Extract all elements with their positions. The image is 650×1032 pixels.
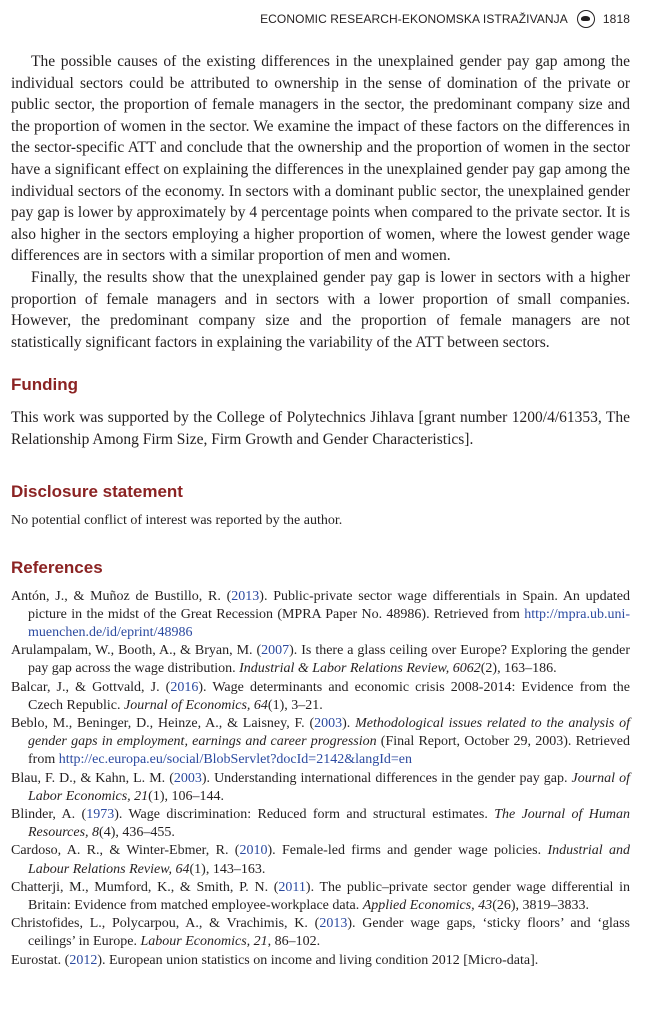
body-paragraph: The possible causes of the existing differences in the unexplained gender pay gap among the individual sectors could be attributed to ownership in the sense of domination of the private or public sector, the proportion of female managers in the sector, the predominant company size and the proportion of women in the sector. We examine the impact of these factors on the differences in the sector-specific ATT and conclude that the ownership and the proportion of women in the sector have a significant effect on explaining the differences in the unexplained gender pay gap among the individual sectors of the economy. In sectors with a dominant public sector, the unexplained gender pay gap is lower by approximately by 4 percentage points when compared to the private sector. It is also higher in the sectors employing a higher proportion of women, where the lowest gender wage differences are in sectors with a similar proportion of men and women. <box>11 53 630 265</box>
reference-item: Eurostat. (2012). European union statistics on income and living condition 2012 [Micro-data]. <box>11 952 539 968</box>
reference-item: Blinder, A. (1973). Wage discrimination: Reduced form and structural estimates. The Journal of Human Resources, 8(4), 436–455. <box>11 806 630 841</box>
reference-item: Beblo, M., Beninger, D., Heinze, A., & Laisney, F. (2003). Methodological issues related to the analysis of gender gaps in employment, earnings and career progression (Final Report, October 29, 2003). Retrieved from http://ec.europa.eu/social/BlobServlet?docId=2142&langId=en <box>11 715 631 768</box>
reference-item: Christofides, L., Polycarpou, A., & Vrachimis, K. (2013). Gender wage gaps, ‘sticky floors’ and ‘glass ceilings’ in Europe. Labour Economics, 21, 86–102. <box>11 916 630 950</box>
journal-logo-icon <box>577 10 595 28</box>
funding-text: This work was supported by the College of Polytechnics Jihlava [grant number 1200/4/61353, The Relationship Among Firm Size, Firm Growth and Gender Characteristics]. <box>11 409 630 448</box>
page-content <box>11 51 630 970</box>
disclosure-text: No potential conflict of interest was reported by the author. <box>11 512 343 528</box>
reference-link[interactable]: http://mpra.ub.uni-muenchen.de/id/eprint/48986 <box>28 606 630 640</box>
running-header <box>260 10 630 28</box>
reference-list <box>11 588 630 970</box>
funding-heading: Funding <box>11 375 79 395</box>
disclosure-heading: Disclosure statement <box>11 481 183 501</box>
reference-item: Balcar, J., & Gottvald, J. (2016). Wage determinants and economic crisis 2008-2014: Evidence from the Czech Republic. Journal of Economics, 64(1), 3–21. <box>11 679 630 713</box>
reference-item: Chatterji, M., Mumford, K., & Smith, P. N. (2011). The public–private sector gender wage differential in Britain: Evidence from matched employee-workplace data. Applied Economics, 43(26), 3819–3833. <box>11 879 631 913</box>
reference-item: Arulampalam, W., Booth, A., & Bryan, M. (2007). Is there a glass ceiling over Europe? Exploring the gender pay gap across the wage distribution. Industrial & Labor Relations Review, 6062(2), 163–186. <box>11 643 630 677</box>
journal-name: ECONOMIC RESEARCH-EKONOMSKA ISTRAŽIVANJA <box>260 12 568 26</box>
reference-link[interactable]: http://ec.europa.eu/social/BlobServlet?docId=2142&langId=en <box>58 752 412 768</box>
page-number: 1818 <box>602 12 630 26</box>
reference-item: Antón, J., & Muñoz de Bustillo, R. (2013). Public-private sector wage differentials in Spain. An updated picture in the midst of the Great Recession (MPRA Paper No. 48986). Retrieved from http://mpra.ub.uni-muenchen.de/id/eprint/48986 <box>11 588 630 640</box>
body-paragraph: Finally, the results show that the unexplained gender pay gap is lower in sectors with a higher proportion of female managers and in sectors with a lower proportion of small companies. However, the predominant company size and the proportion of female managers are not statistically significant factors in explaining the variability of the ATT between sectors. <box>11 268 630 351</box>
reference-item: Cardoso, A. R., & Winter-Ebmer, R. (2010). Female-led firms and gender wage policies. Industrial and Labour Relations Review, 64(1), 143–163. <box>11 843 631 877</box>
references-heading: References <box>11 557 103 577</box>
reference-item: Blau, F. D., & Kahn, L. M. (2003). Understanding international differences in the gender pay gap. Journal of Labor Economics, 21(1), 106–144. <box>11 770 630 804</box>
